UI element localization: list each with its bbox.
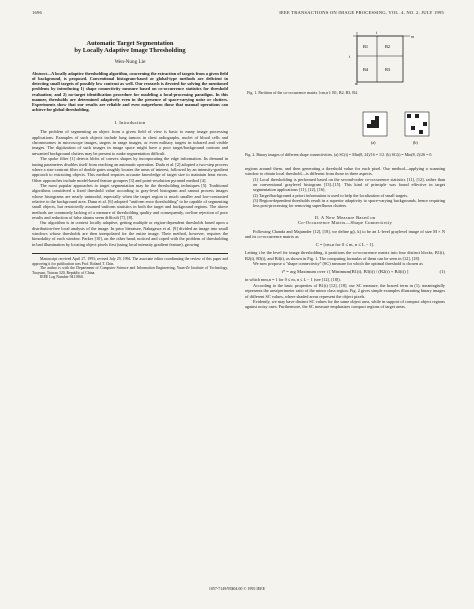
intro-paragraph-3: The most popular approaches to target segmentation may be the thresholding techniques [5]. Traditional algorithms considered a fixed threshold value according to gray-level histogram and cannot process images whose histograms are nearly unimodal, especially when the target region is much smaller and low-contrasted relative to the background area. Dunn et al. [6] adopted "uniform error thresholding" to be capable of segmenting small objects, but restrictedly assumed uniform statistics in both the target and background regions. The above methods are commonly lacking of a measure of thresholding quality and consequently, on-line rejection of poor results and reduction of false alarms seem difficult [7], [8]. (32, 182, 228, 220)
intro-paragraph-2: The spoke filter [1] detects blobs of convex shapes by incorporating the edge information. Its demand in tuning parameters disables itself from reaching an automatic operation. Duda et al. [2] adopted a two-step process where a size-contrast filter of double gates roughly locates the areas of interest, followed by an intensity-gradient approach to extracting objects. This method requires accurate knowledge of target size to maintain least errors. Other approaches include model-based feature groupers [3] and point-resolution pyramid method [4]. (32, 156, 228, 183)
intro-paragraph-4: Our algorithm is in context locally adaptive, getting multiple or region-dependent thresholds based upon a distribution-free local analysis of the image. In prior literature, Nakagawa et al. [9] divided an image into small windows whose thresholds are then interpolated for the entire image. Their method, however, requires the bimodality of each window. Parker [10], on the other hand, noticed and coped with the problem of thresholding in bad illumination by locating object pixels first (using local intensity gradient feature), growing (32, 220, 228, 247)
footnote-line-2: The author is with the Department of Computer Science and Information Engineering, Yuan-Ze Institute of Technology, Taoyuan, Taiwan 320, Republic of China. (32, 266, 228, 275)
page-number: 1696 (32, 10, 42, 15)
paragraph-eq-note: in which mm,n = 1 for 0 ≤ m, n ≤ L − 1 (see [12], [18]). (245, 277, 341, 283)
fig1-label-t-left: t (349, 54, 351, 59)
aspect-item-2: (2) Target/background a priori information is used to help the localization of small targets. (253, 192, 409, 198)
fig1-label-b4: B4 (363, 67, 369, 72)
left-column (32, 30, 228, 280)
paragraph-properties: According to the basic properties of B1(t) [12], [18], our SC measure, the braced term in (1), meaningfully represents the area/perimeter ratio of the minor class region. Fig. 2 gives simple examples illustrating binary images of different SC values, where shaded areas represent the object pixels. (245, 282, 445, 299)
figure-1 (245, 30, 445, 102)
fig1-label-n: n (355, 81, 357, 86)
fig1-label-b2: B2 (385, 44, 391, 49)
footnote-line-1: Manuscript received April 27, 1993; revised July 29, 1994. The associate editor coordinating the review of this paper and approving it for publication was Prof. Roland T. Chin. (32, 257, 228, 266)
figure-1-caption: Fig. 1. Partition of the co-occurrence matrix {cm,n}: B1, B2, B3, B4. (247, 90, 358, 95)
footnote (32, 253, 228, 280)
right-intro-paragraph: regions around them, and then generating a threshold value for each pixel. Our method—applying a scanning window to obtain local threshold—is different from those in three aspects. (245, 166, 445, 177)
figure-2 (245, 108, 445, 160)
binary-images-diagram (245, 108, 445, 148)
section-heading-2: II. A New Measure Based on Co-Occurrence Matrix—Shape Connectivity (297, 214, 393, 225)
paragraph-partition: Letting t be the level for image thresholding, it partitions the co-occurrence matrix into four distinct blocks, B1(t), B2(t), B3(t), and B4(t), as shown in Fig. 1. The computing formulas of them can be seen in [12], [18]. (245, 250, 445, 261)
right-column (245, 30, 445, 310)
paragraph-evidently: Evidently, we may have distinct SC values for the same object area, while in support of compact object regions against noisy ones. Furthermore, the SC measure emphasizes compact regions of target areas. (245, 298, 445, 310)
equation-1-number: (1) (439, 269, 445, 275)
equation-1-body: t* = arg Maximum over t [ Minimum(B1(t), B3(t)) / (B2(t) + B4(t)) ] (281, 269, 409, 275)
abstract (32, 71, 228, 113)
intro-paragraph-1: The problem of segmenting an object from a given field of view is basic to many image processing applications. Examples of such objects include lung tumors in chest radiographs, nuclei of blood cells and chromosomes in microscope images, targets in range images, or even military targets in infrared and visible images. The digitization of such images in image space might have a poor target/background contrast and unwanted background clutters may be present to make segmentation difficult. (32, 129, 228, 156)
page-footer: 1057-7149/95$04.00 © 1995 IEEE (208, 586, 266, 591)
fig2-sublabel-b: (b) (413, 140, 418, 145)
fig1-label-t-top: t (376, 30, 378, 35)
author-name: Wen-Nung Lie (114, 58, 146, 65)
fig1-label-b1: B1 (363, 44, 369, 49)
fig1-label-m: m (411, 34, 414, 39)
abstract-label: Abstract— (32, 70, 52, 76)
fig1-label-b3: B3 (385, 67, 391, 72)
section-heading-introduction: I. Introduction (114, 120, 146, 126)
aspect-item-3: (3) Region-dependent thresholds result in a superior adaptivity to space-varying backgrounds, hence requiring less post-processing for removing superfluous clutters. (253, 198, 445, 209)
method-aspects-list (245, 177, 445, 209)
paragraph-sc-measure: We now propose a "shape connectivity" (SC) measure for which the optimal threshold is chosen as (253, 261, 423, 267)
figure-2-caption: Fig. 2. Binary images of different shape connectivities. (a) SC(t) = Min(8, 24)/16 = 1/2. (b) SC(t) = Min(8, 2)/26 = 0. (245, 152, 433, 157)
footnote-line-3: IEEE Log Number 9411860. (40, 275, 84, 280)
paper-title: Automatic Target Segmentation by Locally Adaptive Image Thresholding (74, 40, 186, 55)
equation-1 (245, 269, 445, 274)
journal-name: IEEE TRANSACTIONS ON IMAGE PROCESSING, VOL. 4, NO. 2, JULY 1995 (279, 10, 444, 15)
aspect-item-1: (1) Local thresholding is performed based on the second-order co-occurrence statistics [11], [12], rather than on conventional graylevel histogram [13]–[15]. This kind of principle was found effective in target segmentation applications [11], [12], [16]. (253, 176, 445, 193)
paragraph-definition: Following Chanda and Majumder [12], [18], we define g(i, k) to be an L-level graylevel image of size M × N and its co-occurrence matrix as (245, 228, 445, 240)
fig2-sublabel-a: (a) (371, 140, 376, 145)
co-occurrence-matrix-diagram (245, 30, 445, 86)
abstract-text: A locally adaptive thresholding algorithm, concerning the extraction of targets from a given field of background, is proposed. Conventional histogram-based or global-type methods are deficient in detecting small targets of possibly low contrast as well. Our research is devoted for solving the mentioned problems by introducing 1) shape connectivity measure based on co-occurrence statistics for threshold evaluation; and 2) no-target identification procedure for modeling a local-processing paradigm. In this manner, thresholds are determined adaptively even in the presence of space-varying noise or clutters. Experiments show that our results are reliable and even outperform those that manual operations can achieve for global thresholding. (32, 70, 228, 113)
equation-matrix: C = [cm,n for 0 ≤ m, n ≤ L − 1]. (315, 242, 375, 248)
